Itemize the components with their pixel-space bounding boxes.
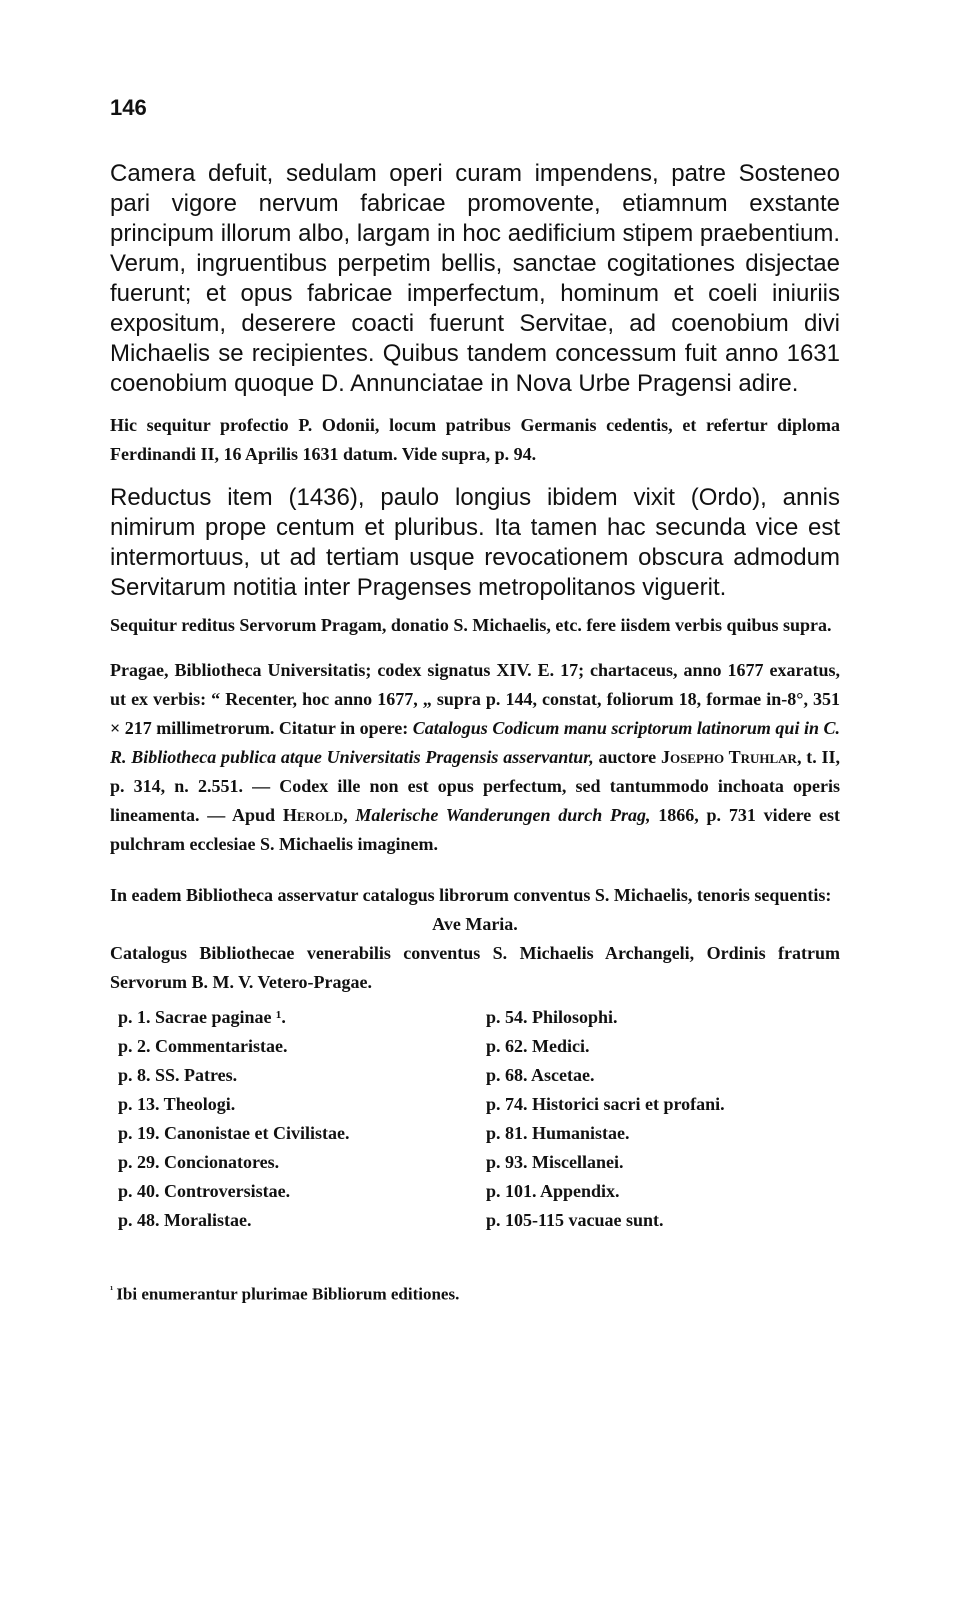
catalog-item: p. 40. Controversistae. <box>118 1181 291 1201</box>
source-description <box>110 656 840 859</box>
catalog-item: p. 81. Humanistae. <box>486 1123 630 1143</box>
author-name-truhlar: Josepho Truhlar <box>660 747 797 767</box>
source-title-italic: Catalogus Codicum manu scriptorum latinorum qui in C. R. Bibliotheca publica atque Universitatis Pragensis asservantur, <box>110 718 840 767</box>
document-page <box>110 95 840 1308</box>
catalog-item: p. 54. Philosophi. <box>486 1007 618 1027</box>
editorial-note-2: Sequitur reditus Servorum Pragam, donatio S. Michaelis, etc. fere iisdem verbis quibus supra. <box>110 615 832 635</box>
catalog-item: p. 29. Concionatores. <box>118 1152 280 1172</box>
source-text-4: , <box>343 805 356 825</box>
catalog-item: p. 8. SS. Patres. <box>118 1065 238 1085</box>
catalog-intro: In eadem Bibliotheca asservatur catalogus librorum conventus S. Michaelis, tenoris sequentis: <box>110 885 832 905</box>
catalog-item: p. 105-115 vacuae sunt. <box>486 1210 664 1230</box>
catalog-item: p. 48. Moralistae. <box>118 1210 252 1230</box>
ave-maria-heading: Ave Maria. <box>432 914 518 934</box>
source-text-2: auctore <box>593 747 661 767</box>
footnote <box>110 1277 840 1308</box>
source-text-3: , t. II, p. 314, n. 2.551. — Codex ille non est opus perfectum, sed tantummodo inchoata operis lineamenta. — Apud <box>110 747 840 825</box>
source-text-1: Pragae, Bibliotheca Universitatis; codex signatus XIV. E. 17; chartaceus, anno 1677 exaratus, ut ex verbis: “ Recenter, hoc anno 1677, „ supra p. 144, constat, foliorum 18, formae in-8°, 351 × 217 millimetrorum. Citatur in opere: <box>110 660 840 738</box>
catalog-item: p. 19. Canonistae et Civilistae. <box>118 1123 350 1143</box>
catalog-item: p. 68. Ascetae. <box>486 1065 595 1085</box>
catalog-item: p. 1. Sacrae paginae ¹. <box>118 1007 286 1027</box>
catalog-item: p. 101. Appendix. <box>486 1181 620 1201</box>
catalog-item: p. 93. Miscellanei. <box>486 1152 624 1172</box>
footnote-marker: ¹ <box>110 1284 114 1296</box>
page-number: 146 <box>110 95 147 120</box>
catalog-item: p. 13. Theologi. <box>118 1094 236 1114</box>
footnote-text: Ibi enumerantur plurimae Bibliorum editiones. <box>116 1284 460 1304</box>
catalog-item: p. 62. Medici. <box>486 1036 590 1056</box>
herold-work-title: Malerische Wanderungen durch Prag, <box>355 805 651 825</box>
main-paragraph-2: Reductus item (1436), paulo longius ibidem vixit (Ordo), annis nimirum prope centum et pluribus. Ita tamen hac secunda vice est intermortuus, ut ad tertiam usque revocationem obscura admodum Servitarum notitia inter Pragenses metropolitanos viguerit. <box>110 484 840 601</box>
editorial-note-1: Hic sequitur profectio P. Odonii, locum patribus Germanis cedentis, et refertur diploma Ferdinandi II, 16 Aprilis 1631 datum. Vide supra, p. 94. <box>110 415 840 464</box>
author-name-herold: Herold <box>282 805 344 825</box>
source-text-5: 1866, p. 731 videre est pulchram ecclesiae S. Michaelis imaginem. <box>110 805 840 854</box>
catalog-list <box>118 1003 840 1235</box>
catalog-title: Catalogus Bibliothecae venerabilis conventus S. Michaelis Archangeli, Ordinis fratrum Servorum B. M. V. Vetero-Pragae. <box>110 943 840 992</box>
main-paragraph-1: Camera defuit, sedulam operi curam impendens, patre Sosteneo pari vigore nervum fabricae promovente, etiamnum exstante principum illorum albo, largam in hoc aedificium stipem praebentium. Verum, ingruentibus perpetim bellis, sanctae cogitationes disjectae fuerunt; et opus fabricae imperfectum, hominum et coeli iniuriis expositum, deserere coacti fuerunt Servitae, ad coenobium divi Michaelis se recipientes. Quibus tandem concessum fuit anno 1631 coenobium quoque D. Annunciatae in Nova Urbe Pragensi adire. <box>110 160 840 397</box>
catalog-item: p. 74. Historici sacri et profani. <box>486 1094 725 1114</box>
catalog-item: p. 2. Commentaristae. <box>118 1036 288 1056</box>
